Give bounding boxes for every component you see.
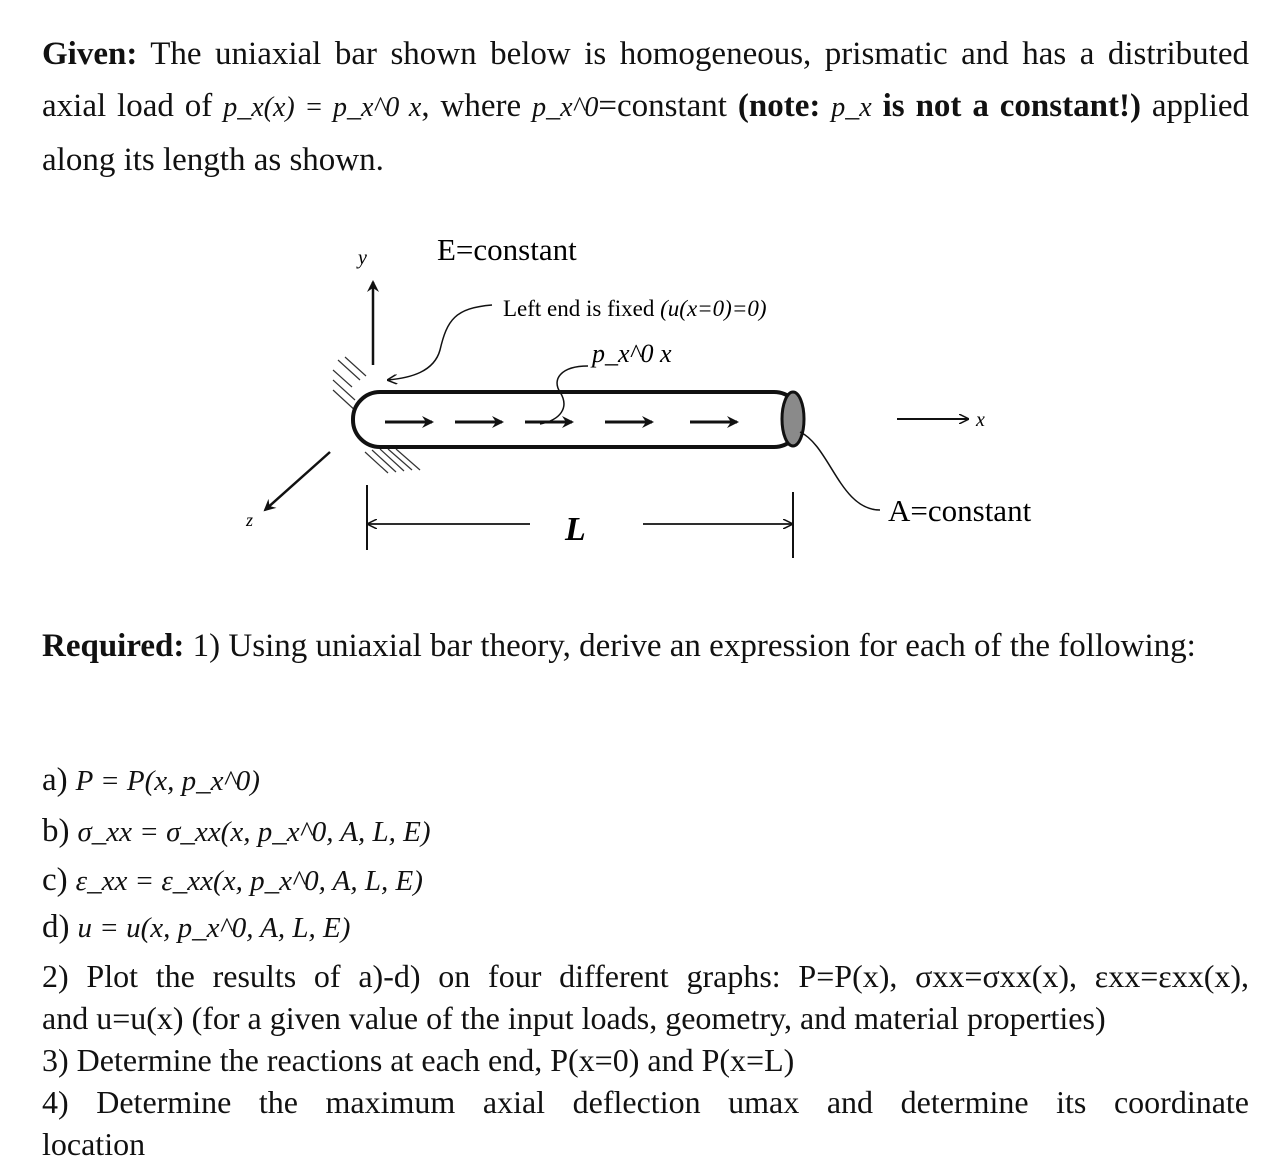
item-a: [42, 760, 260, 801]
item-c-expr: ε_xx = ε_xx(x, p_x^0, A, L, E): [75, 865, 423, 897]
item-d-expr: u = u(x, p_x^0, A, L, E): [77, 912, 351, 944]
item-d: [42, 907, 350, 948]
item-a-expr: P = P(x, p_x^0): [75, 765, 260, 797]
z-axis-label: z: [246, 510, 254, 530]
item-c-tag: c): [42, 862, 68, 898]
given-text-2: , where: [421, 88, 522, 124]
bar-figure: [0, 220, 1288, 600]
e-constant-label: E=constant: [437, 232, 577, 267]
y-axis-label: y: [358, 247, 367, 269]
item-a-tag: a): [42, 762, 68, 798]
constant-symbol: p_x^0: [532, 92, 599, 123]
questions-block: [42, 955, 1249, 1165]
required-label: Required:: [42, 628, 185, 664]
item-b: [42, 811, 430, 852]
given-text-3: =constant: [598, 88, 727, 124]
x-axis-label: x: [976, 409, 985, 431]
load-label: p_x^0 x: [592, 339, 672, 368]
question-2-line-2: and u=u(x) (for a given value of the input loads, geometry, and material properties): [42, 1000, 1106, 1036]
required-text: 1) Using uniaxial bar theory, derive an expression for each of the following:: [192, 628, 1196, 664]
area-leader: [800, 432, 880, 510]
required-paragraph: [42, 622, 1249, 670]
z-axis: [265, 452, 330, 510]
item-c: [42, 860, 423, 901]
question-4-line-2: location: [42, 1126, 146, 1162]
question-2-line-1: 2) Plot the results of a)-d) on four different graphs: P=P(x), σxx=σxx(x), εxx=εxx(x),: [42, 958, 1249, 994]
item-b-tag: b): [42, 813, 70, 849]
fixed-note-label: Left end is fixed (u(x=0)=0): [503, 296, 767, 321]
given-paragraph: [42, 28, 1249, 186]
bar-body: [353, 392, 801, 447]
question-3: 3) Determine the reactions at each end, P(x=0) and P(x=L): [42, 1042, 795, 1078]
question-4-line-1: 4) Determine the maximum axial deflection umax and determine its coordinate: [42, 1084, 1249, 1120]
fixed-note-leader: [388, 305, 492, 380]
length-label: L: [565, 511, 586, 548]
item-d-tag: d): [42, 909, 70, 945]
note-symbol: p_x: [831, 92, 872, 123]
note-open: (note:: [737, 88, 821, 124]
bar-end-face: [782, 392, 804, 446]
given-text-4: applied along its length as shown.: [42, 88, 1250, 178]
given-label: Given:: [42, 36, 138, 72]
item-b-expr: σ_xx = σ_xx(x, p_x^0, A, L, E): [77, 816, 431, 848]
a-constant-label: A=constant: [888, 493, 1032, 528]
given-text-1: The uniaxial bar shown below is homogeneous, prismatic and has a distributed axial load of: [42, 36, 1249, 124]
note-tail: is not a constant!): [882, 88, 1141, 124]
load-expression: p_x(x) = p_x^0 x: [223, 92, 422, 123]
